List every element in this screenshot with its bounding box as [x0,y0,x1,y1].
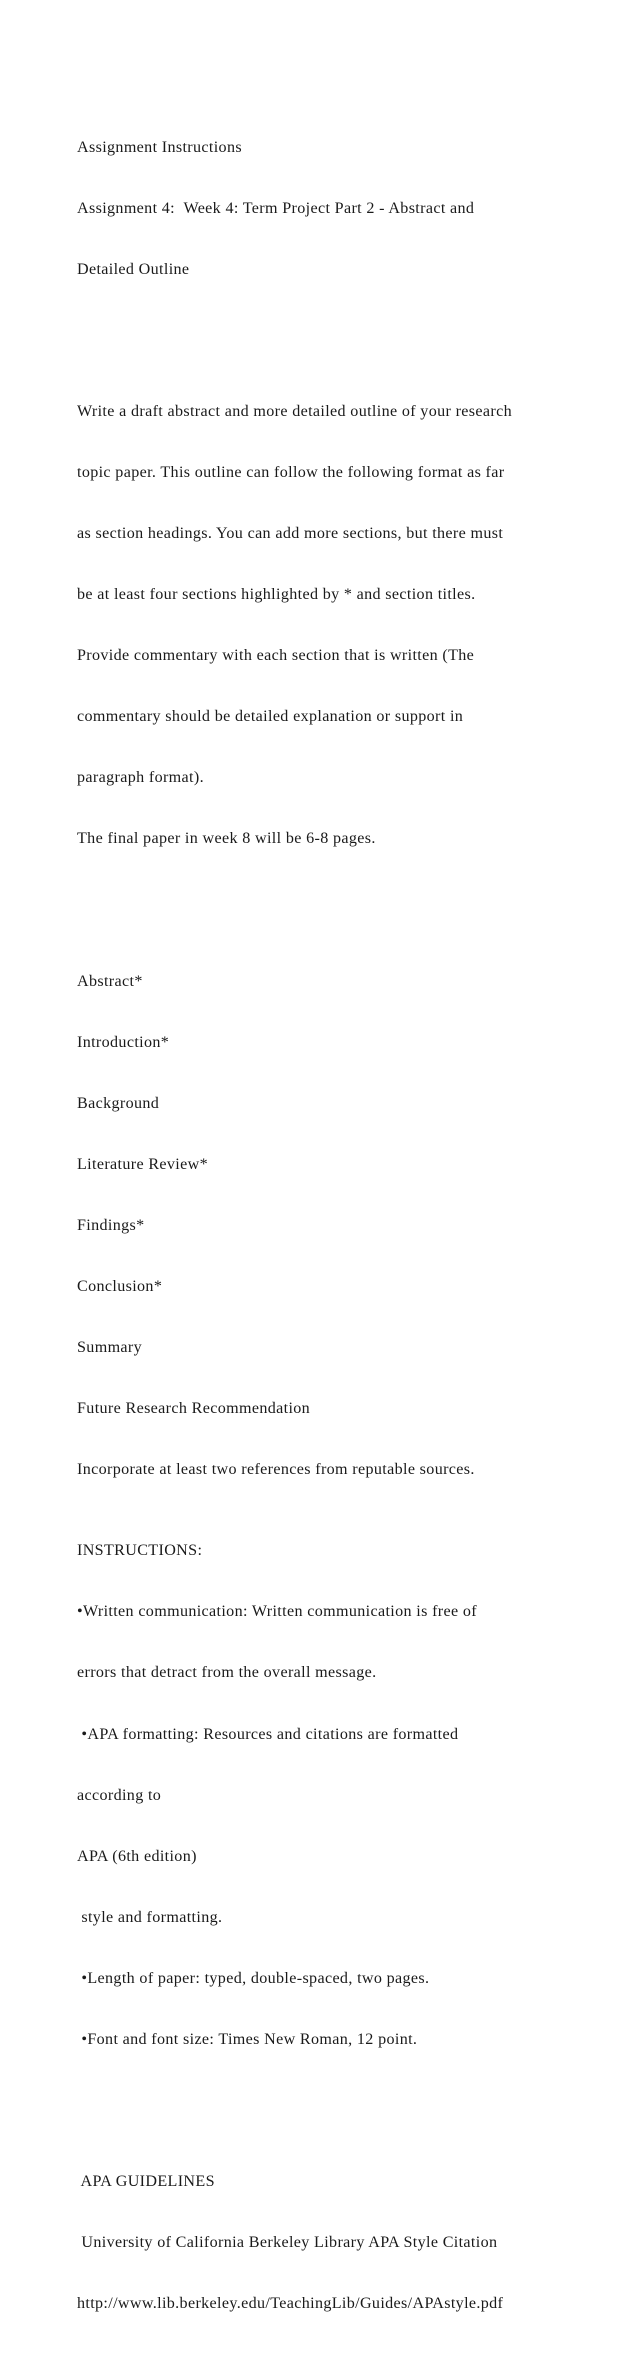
section-heading-item: Literature Review* [77,1155,208,1173]
assignment-title-line-2: Detailed Outline [77,260,190,278]
document-heading: Assignment Instructions [77,138,242,156]
instruction-line: •Font and font size: Times New Roman, 12 point. [77,2030,418,2048]
section-heading-item: Findings* [77,1216,145,1234]
intro-line: topic paper. This outline can follow the following format as far [77,464,505,482]
intro-line: as section headings. You can add more sections, but there must [77,525,504,543]
assignment-title-line-1: Assignment 4: Week 4: Term Project Part 2 - Abstract and [77,199,475,217]
spacer [77,890,622,910]
intro-line: be at least four sections highlighted by * and section titles. [77,586,476,604]
spacer [77,321,622,341]
apa-url-link[interactable]: http://www.lib.berkeley.edu/TeachingLib/Guides/APAstyle.pdf [77,2295,504,2313]
references-note: Incorporate at least two references from reputable sources. [77,1461,475,1479]
spacer [77,2091,622,2111]
intro-line: Write a draft abstract and more detailed outline of your research [77,403,512,421]
instruction-line: according to [77,1786,162,1804]
section-heading-item: Introduction* [77,1033,170,1051]
instruction-line: style and formatting. [77,1908,223,1926]
instruction-line: APA (6th edition) [77,1847,197,1865]
section-heading-item: Summary [77,1338,143,1356]
intro-line: commentary should be detailed explanation or support in [77,708,464,726]
apa-source: University of California Berkeley Library APA Style Citation [77,2234,498,2252]
apa-guidelines-heading: APA GUIDELINES [77,2173,215,2191]
section-heading-item: Abstract* [77,972,143,990]
instruction-line: •APA formatting: Resources and citations are formatted [77,1725,459,1743]
instruction-line: errors that detract from the overall message. [77,1664,377,1682]
section-heading-item: Background [77,1094,160,1112]
section-heading-item: Conclusion* [77,1277,163,1295]
document-body [77,97,622,2355]
section-heading-item: Future Research Recommendation [77,1400,311,1417]
intro-line: paragraph format). [77,769,204,787]
instruction-line: •Written communication: Written communication is free of [77,1603,477,1621]
instruction-line: •Length of paper: typed, double-spaced, two pages. [77,1969,430,1987]
intro-line: Provide commentary with each section that is written (The [77,647,475,665]
intro-line: The final paper in week 8 will be 6-8 pages. [77,830,376,848]
instructions-heading: INSTRUCTIONS: [77,1542,203,1560]
